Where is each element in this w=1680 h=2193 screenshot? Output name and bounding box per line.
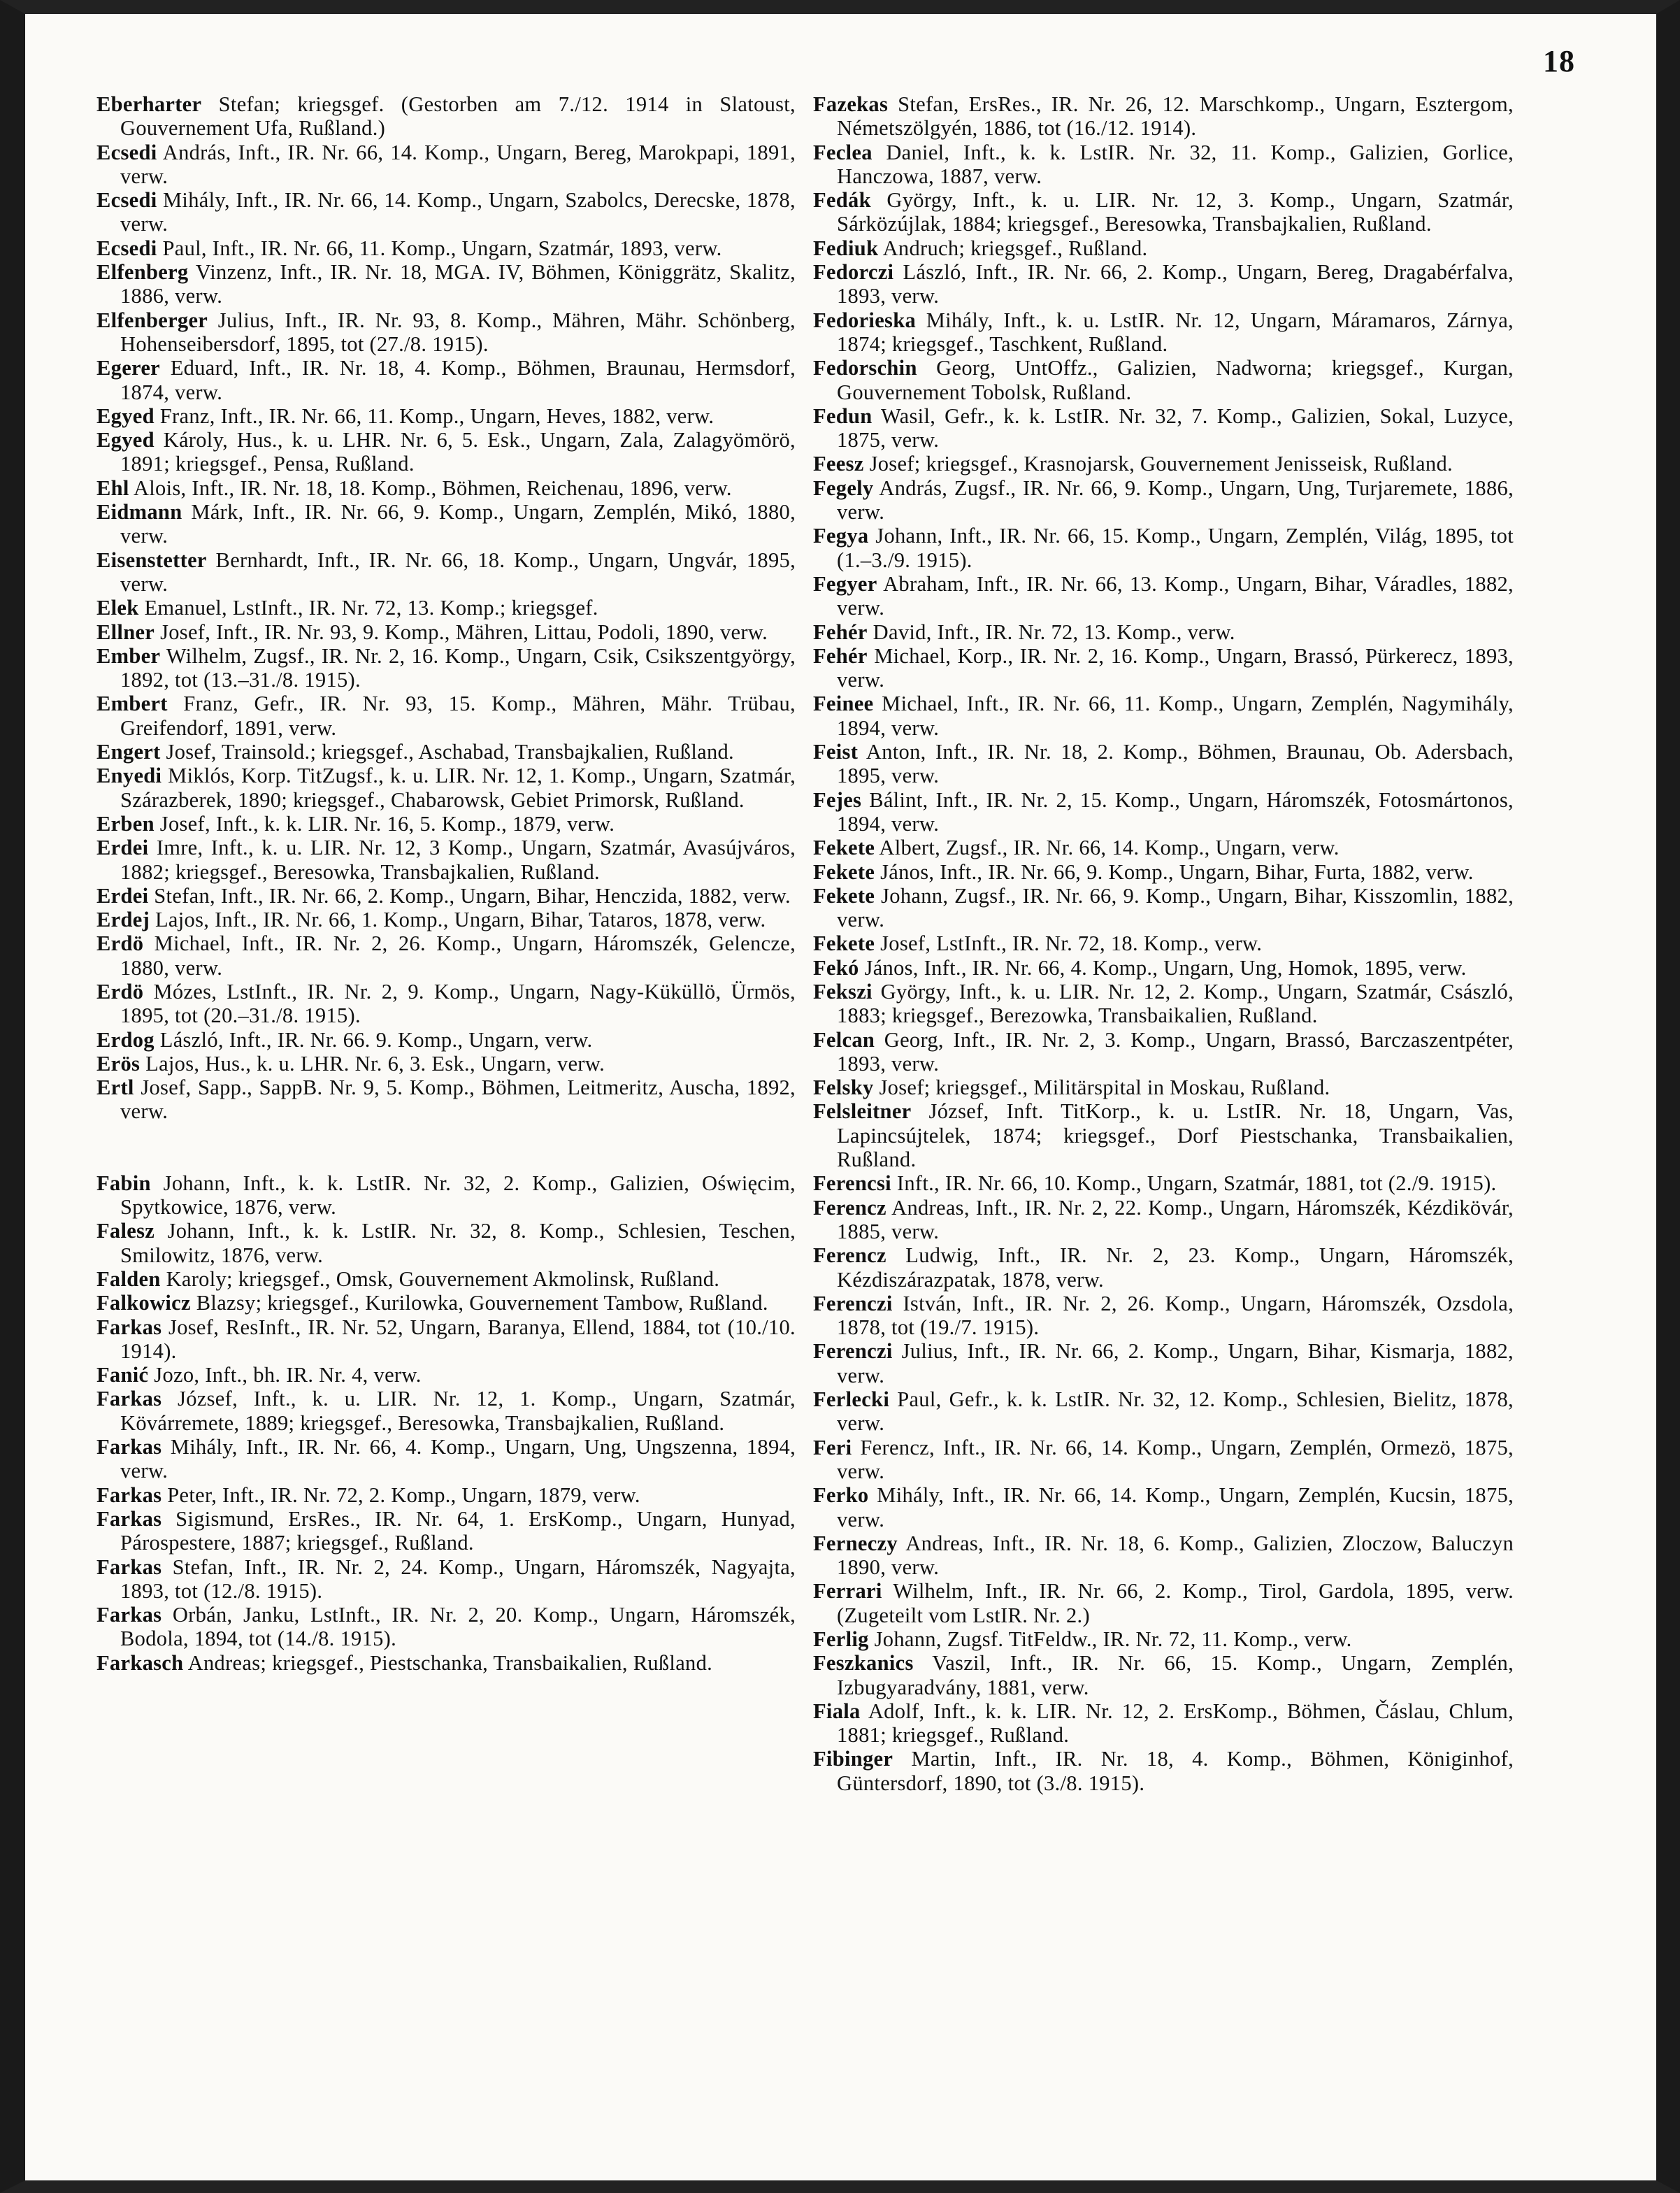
entry-details: Wilhelm, Inft., IR. Nr. 66, 2. Komp., Tirol, Gardola, 1895, verw. (Zugeteilt vom LstIR. Nr. 2.) <box>837 1579 1514 1627</box>
register-entry <box>813 931 1514 955</box>
register-entry <box>96 740 796 764</box>
entry-surname: Fehér <box>813 643 868 668</box>
entry-details: Johann, Inft., IR. Nr. 66, 15. Komp., Ungarn, Zemplén, Világ, 1895, tot (1.–3./9. 1915). <box>837 524 1514 572</box>
entry-details: Josef, LstInft., IR. Nr. 72, 18. Komp., verw. <box>880 931 1263 956</box>
entry-surname: Ferrari <box>813 1579 882 1603</box>
entry-surname: Feclea <box>813 140 873 164</box>
register-entry <box>813 1651 1514 1699</box>
entry-surname: Fedorczi <box>813 260 894 285</box>
entry-details: Eduard, Inft., IR. Nr. 18, 4. Komp., Böhmen, Braunau, Hermsdorf, 1874, verw. <box>120 356 796 404</box>
register-entry <box>813 1243 1514 1292</box>
entry-surname: Farkas <box>96 1435 162 1459</box>
register-entry <box>96 1291 796 1315</box>
entry-details: Karoly; kriegsgef., Omsk, Gouvernement Akmolinsk, Rußland. <box>166 1266 720 1291</box>
entry-surname: Ferencz <box>813 1243 886 1268</box>
register-entry <box>96 812 796 836</box>
entry-details: Andreas, Inft., IR. Nr. 18, 6. Komp., Galizien, Zloczow, Baluczyn 1890, verw. <box>837 1531 1514 1580</box>
entry-surname: Farkas <box>96 1483 162 1507</box>
entry-details: Michael, Inft., IR. Nr. 2, 26. Komp., Ungarn, Háromszék, Gelencze, 1880, verw. <box>120 931 796 980</box>
entry-details: Johann, Zugsf., IR. Nr. 66, 9. Komp., Ungarn, Bihar, Kisszomlin, 1882, verw. <box>837 883 1514 932</box>
entry-details: Emanuel, LstInft., IR. Nr. 72, 13. Komp.; kriegsgef. <box>144 596 598 620</box>
entry-surname: Farkas <box>96 1315 162 1339</box>
entry-details: Márk, Inft., IR. Nr. 66, 9. Komp., Ungarn, Zemplén, Mikó, 1880, verw. <box>120 500 796 548</box>
entry-details: Stefan; kriegsgef. (Gestorben am 7./12. 1914 in Slatoust, Gouvernement Ufa, Rußland.) <box>120 92 796 141</box>
entry-surname: Fedák <box>813 188 871 213</box>
register-entry <box>813 1699 1514 1748</box>
register-entry <box>813 141 1514 189</box>
entry-details: Mihály, Inft., IR. Nr. 66, 14. Komp., Ungarn, Szabolcs, Derecske, 1878, verw. <box>120 188 796 236</box>
entry-details: Alois, Inft., IR. Nr. 18, 18. Komp., Böhmen, Reichenau, 1896, verw. <box>133 476 732 500</box>
entry-surname: Fehér <box>813 620 868 644</box>
entry-details: György, Inft., k. u. LIR. Nr. 12, 2. Komp., Ungarn, Szatmár, Császló, 1883; kriegsgef., Berezowka, Transbaikalien, Rußland. <box>837 979 1514 1028</box>
right-column <box>813 92 1514 1795</box>
entry-details: Vaszil, Inft., IR. Nr. 66, 15. Komp., Ungarn, Zemplén, Izbugyaradvány, 1881, verw. <box>837 1651 1514 1699</box>
entry-surname: Enyedi <box>96 764 162 788</box>
entry-surname: Embert <box>96 692 168 716</box>
register-entry <box>813 1171 1514 1195</box>
entry-details: Wasil, Gefr., k. k. LstIR. Nr. 32, 7. Komp., Galizien, Sokal, Luzyce, 1875, verw. <box>837 403 1514 452</box>
register-entry <box>96 404 796 428</box>
entry-surname: Ferlig <box>813 1627 869 1651</box>
register-entry <box>813 524 1514 572</box>
register-entry <box>813 692 1514 740</box>
register-entry <box>813 1076 1514 1099</box>
entry-surname: Engert <box>96 740 161 764</box>
entry-surname: Falden <box>96 1266 161 1291</box>
entry-surname: Ecsedi <box>96 188 157 213</box>
register-entry <box>96 980 796 1028</box>
entry-details: Inft., IR. Nr. 66, 10. Komp., Ungarn, Szatmár, 1881, tot (2./9. 1915). <box>896 1171 1497 1196</box>
entry-surname: Feinee <box>813 692 874 716</box>
entry-surname: Feszkanics <box>813 1651 914 1676</box>
page-number: 18 <box>1543 44 1575 78</box>
entry-details: András, Inft., IR. Nr. 66, 14. Komp., Ungarn, Bereg, Marokpapi, 1891, verw. <box>120 140 796 188</box>
entry-surname: Ember <box>96 643 161 668</box>
entry-details: Lajos, Inft., IR. Nr. 66, 1. Komp., Ungarn, Bihar, Tataros, 1878, verw. <box>155 908 766 932</box>
entry-details: Mózes, LstInft., IR. Nr. 2, 9. Komp., Ungarn, Nagy-Küküllö, Ürmös, 1895, tot (20.–31./8. 1915). <box>120 979 796 1028</box>
entry-details: Imre, Inft., k. u. LIR. Nr. 12, 3 Komp., Ungarn, Szatmár, Avasújváros, 1882; kriegsgef., Beresowka, Transbajkalien, Rußland. <box>120 836 796 884</box>
entry-surname: Ferenczi <box>813 1291 893 1315</box>
register-entry <box>96 1483 796 1507</box>
entry-details: János, Inft., IR. Nr. 66, 9. Komp., Ungarn, Bihar, Furta, 1882, verw. <box>880 859 1474 884</box>
register-entry <box>96 1052 796 1076</box>
entry-details: Georg, UntOffz., Galizien, Nadworna; kriegsgef., Kurgan, Gouvernement Tobolsk, Rußland. <box>837 356 1514 404</box>
entry-details: József, Inft. TitKorp., k. u. LstIR. Nr. 18, Ungarn, Vas, Lapincsújtelek, 1874; kriegsgef., Dorf Piestschanka, Transbaikalien, Rußland. <box>837 1099 1514 1172</box>
entry-details: Paul, Gefr., k. k. LstIR. Nr. 32, 12. Komp., Schlesien, Bielitz, 1878, verw. <box>837 1387 1514 1436</box>
register-entry <box>813 1627 1514 1651</box>
entry-surname: Fanić <box>96 1363 149 1387</box>
entry-details: Andruch; kriegsgef., Rußland. <box>882 236 1148 260</box>
entry-surname: Ecsedi <box>96 140 157 164</box>
entry-details: Anton, Inft., IR. Nr. 18, 2. Komp., Böhmen, Braunau, Ob. Adersbach, 1895, verw. <box>837 740 1514 788</box>
entry-details: Josef, Trainsold.; kriegsgef., Aschabad, Transbajkalien, Rußland. <box>166 740 734 764</box>
entry-surname: Ferlecki <box>813 1387 890 1412</box>
entry-details: Vinzenz, Inft., IR. Nr. 18, MGA. IV, Böhmen, Königgrätz, Skalitz, 1886, verw. <box>120 260 796 308</box>
entry-surname: Fekszi <box>813 979 873 1003</box>
entry-details: Ludwig, Inft., IR. Nr. 2, 23. Komp., Ungarn, Háromszék, Kézdiszárazpatak, 1878, verw. <box>837 1243 1514 1292</box>
register-entry <box>813 1387 1514 1436</box>
register-entry <box>813 1747 1514 1795</box>
entry-details: Josef, Inft., k. k. LIR. Nr. 16, 5. Komp., 1879, verw. <box>159 811 615 836</box>
entry-surname: Eisenstetter <box>96 548 207 572</box>
register-entry <box>96 1363 796 1387</box>
entry-surname: Erös <box>96 1051 141 1076</box>
entry-surname: Falkowicz <box>96 1291 191 1315</box>
entry-details: Abraham, Inft., IR. Nr. 66, 13. Komp., Ungarn, Bihar, Váradles, 1882, verw. <box>837 571 1514 620</box>
entry-details: Mihály, Inft., k. u. LstIR. Nr. 12, Ungarn, Máramaros, Zárnya, 1874; kriegsgef., Taschkent, Rußland. <box>837 308 1514 356</box>
register-entry <box>813 476 1514 524</box>
entry-surname: Farkas <box>96 1555 162 1579</box>
entry-details: Sigismund, ErsRes., IR. Nr. 64, 1. ErsKomp., Ungarn, Hunyad, Párospestere, 1887; kriegsgef., Rußland. <box>120 1506 796 1555</box>
entry-surname: Felsleitner <box>813 1099 912 1124</box>
register-entry <box>813 1339 1514 1387</box>
register-entry <box>813 980 1514 1028</box>
entry-surname: Fiala <box>813 1699 861 1723</box>
entry-details: Stefan, ErsRes., IR. Nr. 26, 12. Marschkomp., Ungarn, Esztergom, Németszölgyén, 1886, tot (16./12. 1914). <box>837 92 1514 141</box>
register-entry <box>96 908 796 931</box>
entry-surname: Egerer <box>96 356 160 380</box>
register-entry <box>96 1555 796 1603</box>
register-entry <box>96 884 796 908</box>
entry-details: Josef; kriegsgef., Krasnojarsk, Gouvernement Jenisseisk, Rußland. <box>869 452 1453 476</box>
entry-surname: Fekete <box>813 883 875 908</box>
register-entry <box>813 308 1514 357</box>
register-entry <box>813 644 1514 692</box>
register-entry <box>813 884 1514 932</box>
entry-surname: Ferencz <box>813 1195 886 1220</box>
entry-surname: Fibinger <box>813 1747 893 1771</box>
entry-surname: Falesz <box>96 1219 155 1243</box>
register-entry <box>96 1076 796 1124</box>
entry-surname: Ertl <box>96 1076 134 1100</box>
register-entry <box>813 1196 1514 1244</box>
entry-surname: Fejes <box>813 787 862 812</box>
entry-surname: Fegya <box>813 524 869 548</box>
register-entry <box>813 1531 1514 1580</box>
entry-surname: Fekete <box>813 836 875 860</box>
entry-surname: Erdei <box>96 883 149 908</box>
entry-surname: Ellner <box>96 620 155 644</box>
entry-details: Jozo, Inft., bh. IR. Nr. 4, verw. <box>154 1363 422 1387</box>
register-entry <box>96 1219 796 1267</box>
register-entry <box>813 740 1514 788</box>
entry-details: Wilhelm, Zugsf., IR. Nr. 2, 16. Komp., Ungarn, Csik, Csikszentgyörgy, 1892, tot (13.–31./8. 1915). <box>120 643 796 692</box>
entry-surname: Fegyer <box>813 571 877 596</box>
entry-details: Martin, Inft., IR. Nr. 18, 4. Komp., Böhmen, Königinhof, Güntersdorf, 1890, tot (3./8. 1915). <box>837 1747 1514 1795</box>
entry-surname: Feist <box>813 740 859 764</box>
entry-details: Josef, ResInft., IR. Nr. 52, Ungarn, Baranya, Ellend, 1884, tot (10./10. 1914). <box>120 1315 796 1363</box>
entry-surname: Egyed <box>96 403 155 428</box>
register-entry <box>813 572 1514 620</box>
register-entry <box>96 92 796 141</box>
entry-details: Stefan, Inft., IR. Nr. 66, 2. Komp., Ungarn, Bihar, Henczida, 1882, verw. <box>154 883 791 908</box>
entry-details: Paul, Inft., IR. Nr. 66, 11. Komp., Ungarn, Szatmár, 1893, verw. <box>162 236 722 260</box>
register-entry <box>96 548 796 597</box>
entry-details: Bálint, Inft., IR. Nr. 2, 15. Komp., Ungarn, Háromszék, Fotosmártonos, 1894, verw. <box>837 787 1514 836</box>
entry-surname: Eidmann <box>96 500 182 524</box>
register-entry <box>96 500 796 548</box>
entry-surname: Fekó <box>813 955 859 980</box>
entry-surname: Farkasch <box>96 1650 184 1675</box>
entry-surname: Fazekas <box>813 92 889 116</box>
entry-surname: Fedun <box>813 403 873 428</box>
entry-surname: Farkas <box>96 1506 162 1531</box>
entry-details: Ferencz, Inft., IR. Nr. 66, 14. Komp., Ungarn, Zemplén, Ormezö, 1875, verw. <box>837 1435 1514 1483</box>
entry-details: Peter, Inft., IR. Nr. 72, 2. Komp., Ungarn, 1879, verw. <box>167 1483 640 1507</box>
entry-details: Josef, Sapp., SappB. Nr. 9, 5. Komp., Böhmen, Leitmeritz, Auscha, 1892, verw. <box>120 1076 796 1124</box>
register-entry <box>813 1483 1514 1531</box>
entry-details: József, Inft., k. u. LIR. Nr. 12, 1. Komp., Ungarn, Szatmár, Kövárremete, 1889; kriegsgef., Beresowka, Transbajkalien, Rußland. <box>120 1387 796 1435</box>
register-entry <box>813 1292 1514 1340</box>
register-entry <box>96 356 796 404</box>
register-entry <box>813 260 1514 308</box>
register-entry <box>96 596 796 620</box>
entry-surname: Elfenberg <box>96 260 189 285</box>
entry-details: Julius, Inft., IR. Nr. 66, 2. Komp., Ungarn, Bihar, Kismarja, 1882, verw. <box>837 1339 1514 1387</box>
entry-surname: Elek <box>96 596 139 620</box>
entry-details: Miklós, Korp. TitZugsf., k. u. LIR. Nr. 12, 1. Komp., Ungarn, Szatmár, Szárazberek, 1890; kriegsgef., Chabarowsk, Gebiet Primorsk, Rußland. <box>120 764 796 812</box>
entry-surname: Farkas <box>96 1603 162 1627</box>
entry-surname: Ecsedi <box>96 236 157 260</box>
entry-details: Josef; kriegsgef., Militärspital in Moskau, Rußland. <box>879 1076 1330 1100</box>
entry-surname: Ehl <box>96 476 129 500</box>
entry-surname: Eberharter <box>96 92 202 116</box>
register-entry <box>96 1171 796 1220</box>
section-break <box>96 1124 796 1171</box>
entry-surname: Feesz <box>813 452 864 476</box>
entry-details: Mihály, Inft., IR. Nr. 66, 4. Komp., Ungarn, Ung, Ungszenna, 1894, verw. <box>120 1435 796 1483</box>
register-entry <box>96 1435 796 1483</box>
register-entry <box>96 692 796 740</box>
register-entry <box>813 188 1514 236</box>
entry-details: Julius, Inft., IR. Nr. 93, 8. Komp., Mähren, Mähr. Schönberg, Hohenseibersdorf, 1895, tot (27./8. 1915). <box>120 308 796 356</box>
register-entry <box>96 1387 796 1435</box>
entry-details: Johann, Zugsf. TitFeldw., IR. Nr. 72, 11. Komp., verw. <box>874 1627 1352 1651</box>
register-entry <box>96 260 796 308</box>
register-entry <box>96 141 796 189</box>
register-entry <box>96 1028 796 1052</box>
entry-details: Daniel, Inft., k. k. LstIR. Nr. 32, 11. Komp., Galizien, Gorlice, Hanczowa, 1887, verw. <box>837 140 1514 188</box>
entry-surname: Ferencsi <box>813 1171 891 1196</box>
entry-details: Blazsy; kriegsgef., Kurilowka, Gouvernement Tambow, Rußland. <box>196 1291 768 1315</box>
register-entry <box>96 620 796 644</box>
entry-surname: Ferenczi <box>813 1339 893 1364</box>
entry-surname: Ferneczy <box>813 1531 898 1555</box>
entry-surname: Erdö <box>96 979 144 1003</box>
entry-surname: Fegely <box>813 476 874 500</box>
register-entry <box>96 476 796 500</box>
entry-surname: Erdö <box>96 931 144 956</box>
register-entry <box>96 308 796 357</box>
entry-details: Bernhardt, Inft., IR. Nr. 66, 18. Komp., Ungarn, Ungvár, 1895, verw. <box>120 548 796 596</box>
register-entry <box>813 956 1514 980</box>
entry-details: David, Inft., IR. Nr. 72, 13. Komp., verw. <box>873 620 1235 644</box>
register-entry <box>96 1603 796 1651</box>
entry-surname: Fekete <box>813 859 875 884</box>
entry-details: András, Zugsf., IR. Nr. 66, 9. Komp., Ungarn, Ung, Turjaremete, 1886, verw. <box>837 476 1514 524</box>
register-entry <box>813 356 1514 404</box>
register-entry <box>96 1315 796 1364</box>
register-entry <box>813 836 1514 859</box>
register-entry <box>96 1267 796 1291</box>
entry-surname: Egyed <box>96 428 155 452</box>
entry-details: Lajos, Hus., k. u. LHR. Nr. 6, 3. Esk., Ungarn, verw. <box>145 1051 605 1076</box>
entry-details: Stefan, Inft., IR. Nr. 2, 24. Komp., Ungarn, Háromszék, Nagyajta, 1893, tot (12./8. 1915). <box>120 1555 796 1603</box>
entry-details: Károly, Hus., k. u. LHR. Nr. 6, 5. Esk., Ungarn, Zala, Zalagyömörö, 1891; kriegsgef., Pensa, Rußland. <box>120 428 796 476</box>
entry-details: Albert, Zugsf., IR. Nr. 66, 14. Komp., Ungarn, verw. <box>879 836 1340 860</box>
entry-surname: Farkas <box>96 1387 162 1411</box>
entry-details: Josef, Inft., IR. Nr. 93, 9. Komp., Mähren, Littau, Podoli, 1890, verw. <box>160 620 768 644</box>
register-entry <box>96 836 796 884</box>
register-entry <box>813 620 1514 644</box>
entry-surname: Erdei <box>96 836 149 860</box>
register-entry <box>813 92 1514 141</box>
entry-details: Michael, Korp., IR. Nr. 2, 16. Komp., Ungarn, Brassó, Pürkerecz, 1893, verw. <box>837 643 1514 692</box>
entry-details: György, Inft., k. u. LIR. Nr. 12, 3. Komp., Ungarn, Szatmár, Sárközújlak, 1884; kriegsgef., Beresowka, Transbajkalien, Rußland. <box>837 188 1514 236</box>
register-entry <box>96 188 796 236</box>
entry-surname: Erdej <box>96 908 150 932</box>
entry-details: Adolf, Inft., k. k. LIR. Nr. 12, 2. ErsKomp., Böhmen, Čáslau, Chlum, 1881; kriegsgef., Rußland. <box>837 1699 1514 1748</box>
entry-surname: Felsky <box>813 1076 874 1100</box>
register-entry <box>813 1436 1514 1484</box>
entry-details: Mihály, Inft., IR. Nr. 66, 14. Komp., Ungarn, Zemplén, Kucsin, 1875, verw. <box>837 1483 1514 1531</box>
entry-details: Michael, Inft., IR. Nr. 66, 11. Komp., Ungarn, Zemplén, Nagymihály, 1894, verw. <box>837 692 1514 740</box>
entry-surname: Fabin <box>96 1171 151 1195</box>
register-entry <box>96 931 796 980</box>
register-entry <box>96 644 796 692</box>
entry-details: Johann, Inft., k. k. LstIR. Nr. 32, 8. Komp., Schlesien, Teschen, Smilowitz, 1876, verw. <box>120 1219 796 1267</box>
entry-details: István, Inft., IR. Nr. 2, 26. Komp., Ungarn, Háromszék, Ozsdola, 1878, tot (19./7. 1915). <box>837 1291 1514 1340</box>
entry-surname: Elfenberger <box>96 308 208 332</box>
register-entry <box>96 764 796 812</box>
entry-surname: Fediuk <box>813 236 879 260</box>
entry-surname: Fedorieska <box>813 308 917 332</box>
entry-details: Johann, Inft., k. k. LstIR. Nr. 32, 2. Komp., Galizien, Oświęcim, Spytkowice, 1876, verw. <box>120 1171 796 1220</box>
entry-details: Andreas; kriegsgef., Piestschanka, Transbaikalien, Rußland. <box>187 1650 713 1675</box>
left-column <box>96 92 796 1675</box>
entry-surname: Fekete <box>813 931 875 956</box>
entry-details: Andreas, Inft., IR. Nr. 2, 22. Komp., Ungarn, Háromszék, Kézdikövár, 1885, verw. <box>837 1195 1514 1243</box>
entry-surname: Erben <box>96 811 155 836</box>
entry-surname: Feri <box>813 1435 852 1459</box>
register-entry <box>813 404 1514 452</box>
entry-details: Georg, Inft., IR. Nr. 2, 3. Komp., Ungarn, Brassó, Barczaszentpéter, 1893, verw. <box>837 1027 1514 1076</box>
entry-details: Orbán, Janku, LstInft., IR. Nr. 2, 20. Komp., Ungarn, Háromszék, Bodola, 1894, tot (14./8. 1915). <box>120 1603 796 1651</box>
entry-details: Franz, Inft., IR. Nr. 66, 11. Komp., Ungarn, Heves, 1882, verw. <box>159 403 715 428</box>
register-entry <box>813 860 1514 884</box>
entry-details: László, Inft., IR. Nr. 66, 2. Komp., Ungarn, Bereg, Dragabérfalva, 1893, verw. <box>837 260 1514 308</box>
entry-details: László, Inft., IR. Nr. 66. 9. Komp., Ungarn, verw. <box>159 1027 593 1052</box>
entry-surname: Ferko <box>813 1483 869 1508</box>
register-entry <box>813 1099 1514 1171</box>
entry-surname: Felcan <box>813 1027 875 1052</box>
register-entry <box>96 236 796 260</box>
register-entry <box>813 788 1514 836</box>
register-entry <box>813 452 1514 476</box>
register-entry <box>96 428 796 476</box>
register-entry <box>96 1651 796 1675</box>
register-entry <box>813 1028 1514 1076</box>
entry-details: Franz, Gefr., IR. Nr. 93, 15. Komp., Mähren, Mähr. Trübau, Greifendorf, 1891, verw. <box>120 692 796 740</box>
entry-surname: Fedorschin <box>813 356 917 380</box>
entry-details: János, Inft., IR. Nr. 66, 4. Komp., Ungarn, Ung, Homok, 1895, verw. <box>864 955 1467 980</box>
entry-surname: Erdog <box>96 1027 155 1052</box>
register-entry <box>96 1507 796 1555</box>
register-entry <box>813 1579 1514 1627</box>
register-entry <box>813 236 1514 260</box>
